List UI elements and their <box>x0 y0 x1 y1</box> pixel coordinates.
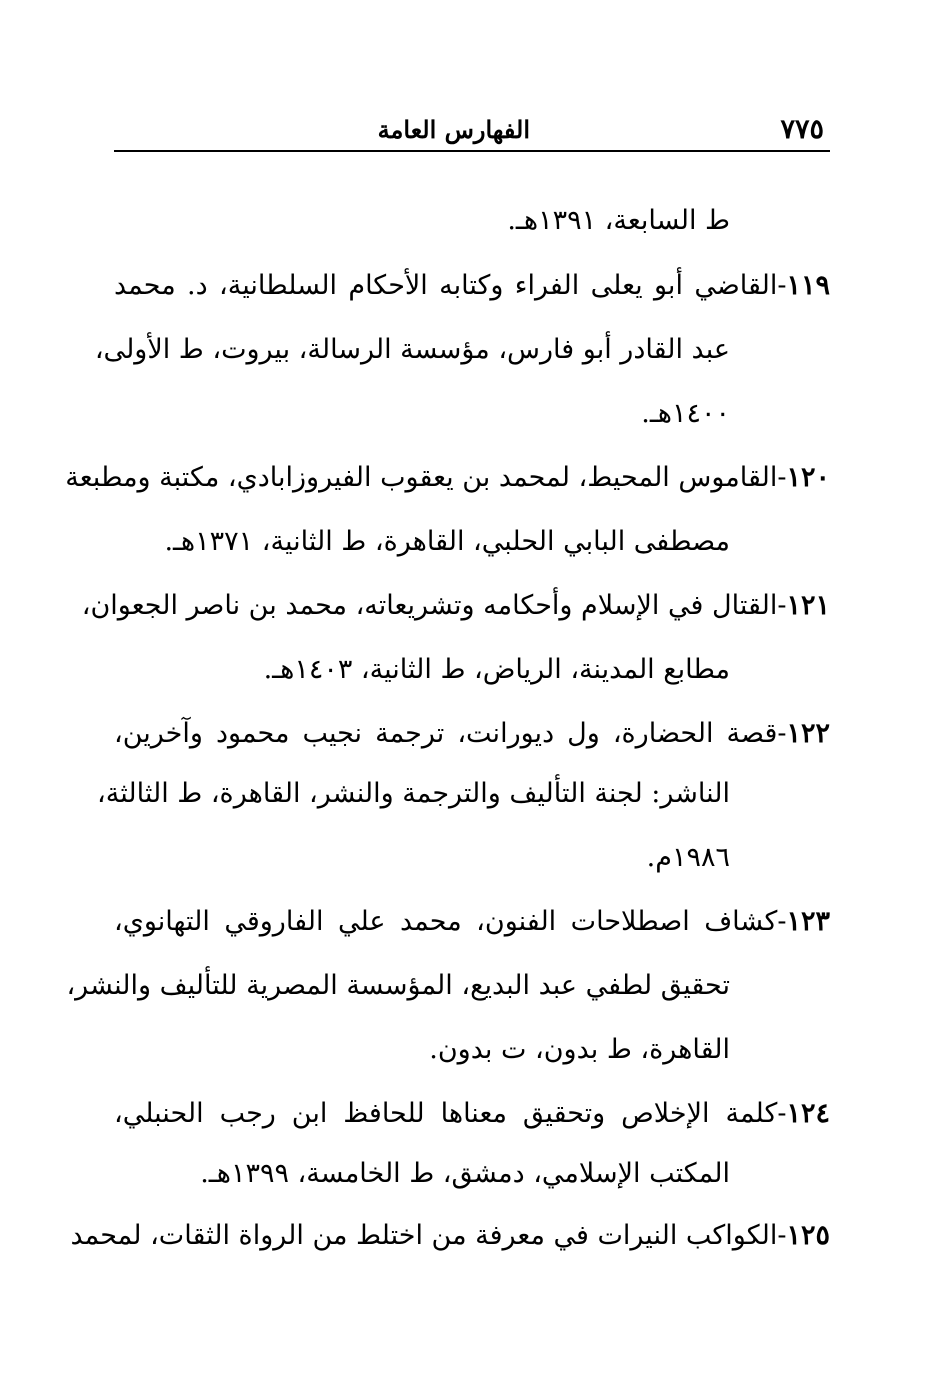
header-divider <box>114 150 830 152</box>
running-title: الفهارس العامة <box>377 115 530 144</box>
text-line: المكتب الإسلامي، دمشق، ط الخامسة، ١٣٩٩هـ. <box>200 1158 730 1189</box>
entry-line: ١٢٠-القاموس المحيط، لمحمد بن يعقوب الفيروزابادي، مكتبة ومطبعة <box>65 462 830 493</box>
entry-number: ١٢٠ <box>786 462 830 493</box>
entry-line: ١٢٢-قصة الحضارة، ول ديورانت، ترجمة نجيب محمود وآخرين، <box>114 718 830 749</box>
entry-number: ١٢١ <box>786 590 830 621</box>
page-header <box>114 110 830 150</box>
text-line: عبد القادر أبو فارس، مؤسسة الرسالة، بيروت، ط الأولى، <box>94 334 730 365</box>
text-line: مصطفى البابي الحلبي، القاهرة، ط الثانية، ١٣٧١هـ. <box>164 526 730 557</box>
entry-line: ١٢٤-كلمة الإخلاص وتحقيق معناها للحافظ ابن رجب الحنبلي، <box>114 1098 830 1129</box>
text-line: تحقيق لطفي عبد البديع، المؤسسة المصرية للتأليف والنشر، <box>66 970 730 1001</box>
entry-number: ١١٩ <box>786 270 830 301</box>
entry-line: ١٢٣-كشاف اصطلاحات الفنون، محمد علي الفاروقي التهانوي، <box>114 906 830 937</box>
entry-number: ١٢٢ <box>786 718 830 749</box>
text-line: القاهرة، ط بدون، ت بدون. <box>429 1034 730 1065</box>
entry-line: ١١٩-القاضي أبو يعلى الفراء وكتابه الأحكام السلطانية، د. محمد <box>114 270 830 301</box>
text-line: الناشر: لجنة التأليف والترجمة والنشر، القاهرة، ط الثالثة، <box>97 778 730 809</box>
entry-line: ١٢٥-الكواكب النيرات في معرفة من اختلط من الرواة الثقات، لمحمد <box>70 1220 830 1251</box>
page-number: ٧٧٥ <box>780 114 824 145</box>
entry-number: ١٢٤ <box>786 1098 830 1129</box>
text-line: مطابع المدينة، الرياض، ط الثانية، ١٤٠٣هـ. <box>263 654 730 685</box>
text-line: ١٩٨٦م. <box>646 842 730 873</box>
text-line: ١٤٠٠هـ. <box>641 398 730 429</box>
text-line: ط السابعة، ١٣٩١هـ. <box>507 205 730 236</box>
entry-line: ١٢١-القتال في الإسلام وأحكامه وتشريعاته، محمد بن ناصر الجعوان، <box>81 590 830 621</box>
entry-number: ١٢٥ <box>786 1220 830 1251</box>
entry-number: ١٢٣ <box>786 906 830 937</box>
